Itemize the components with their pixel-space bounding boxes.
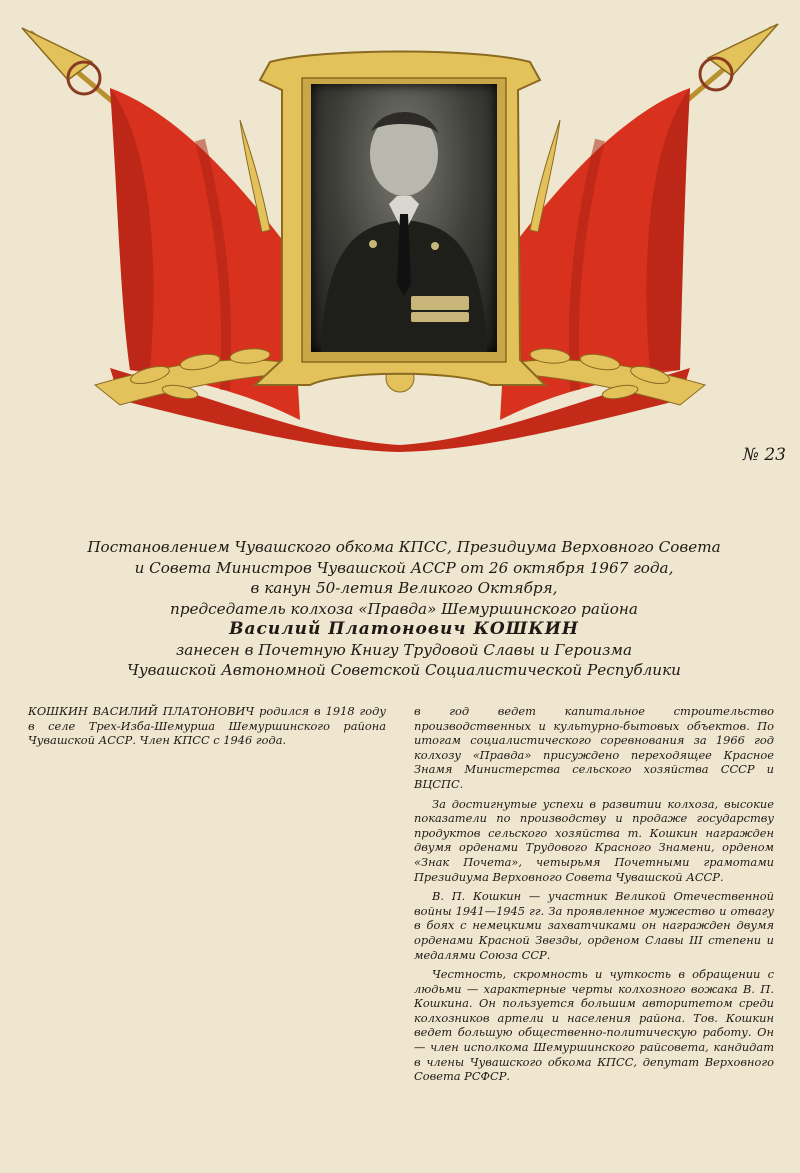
biography-paragraph: Честность, скромность и чуткость в обращении с людьми — характерные черты колхозного вожака В. П. Кошкина. Он пользуется большим авторитетом среди колхозников артели и населения района. Тов. Кошкин ведет большую общественно-политическую работу. Он — член исполкома Шемуршинского райсовета, кандидат в члены Чувашского обкома КПСС, депутат Верховного Совета РСФСР. bbox=[414, 967, 774, 1084]
decree-line: председатель колхоза «Правда» Шемуршинского района bbox=[170, 599, 638, 618]
biography-paragraph: В. П. Кошкин — участник Великой Отечественной войны 1941—1945 гг. За проявленное мужество и отвагу в боях с немецкими захватчиками он награжден двумя орденами Красной Звезды, орденом Славы III степени и медалями Союза ССР. bbox=[414, 889, 774, 962]
portrait-photo bbox=[311, 84, 497, 352]
honoree-name: Василий Платонович КОШКИН bbox=[229, 619, 579, 639]
biography-paragraph: КОШКИН ВАСИЛИЙ ПЛАТОНОВИЧ родился в 1918 году в селе Трех-Изба-Шемурша Шемуршинского района Чувашской АССР. Член КПСС с 1946 года. bbox=[28, 704, 386, 748]
page-number: № 23 bbox=[742, 445, 786, 465]
decree-line: и Совета Министров Чувашской АССР от 26 октября 1967 года, bbox=[134, 558, 674, 577]
decree-line: в канун 50-летия Великого Октября, bbox=[250, 579, 558, 597]
decree-line: занесен в Почетную Книгу Трудовой Славы и Героизма bbox=[175, 640, 633, 659]
biography-paragraph: в год ведет капитальное строительство производственных и культурно-бытовых объектов. По итогам социалистического соревнования за 1966 год колхозу «Правда» присуждено переходящее Красное Знамя Министерства сельского хозяйства СССР и ВЦСПС. bbox=[414, 704, 774, 791]
decree-heading bbox=[70, 537, 738, 681]
decree-line: Чувашской Автономной Советской Социалистической Республики bbox=[127, 661, 681, 679]
decree-line: Постановлением Чувашского обкома КПСС, Президиума Верховного Совета bbox=[87, 538, 721, 556]
biography-column-right bbox=[414, 704, 774, 1084]
biography-paragraph: За достигнутые успехи в развитии колхоза, высокие показатели по производству и продаже государству продуктов сельского хозяйства т. Кошкин награжден двумя орденами Трудового Красного Знамени, орденом «Знак Почета», четырьмя Почетными грамотами Президиума Верховного Совета Чувашской АССР. bbox=[414, 796, 774, 884]
biography-column-left bbox=[28, 704, 386, 748]
